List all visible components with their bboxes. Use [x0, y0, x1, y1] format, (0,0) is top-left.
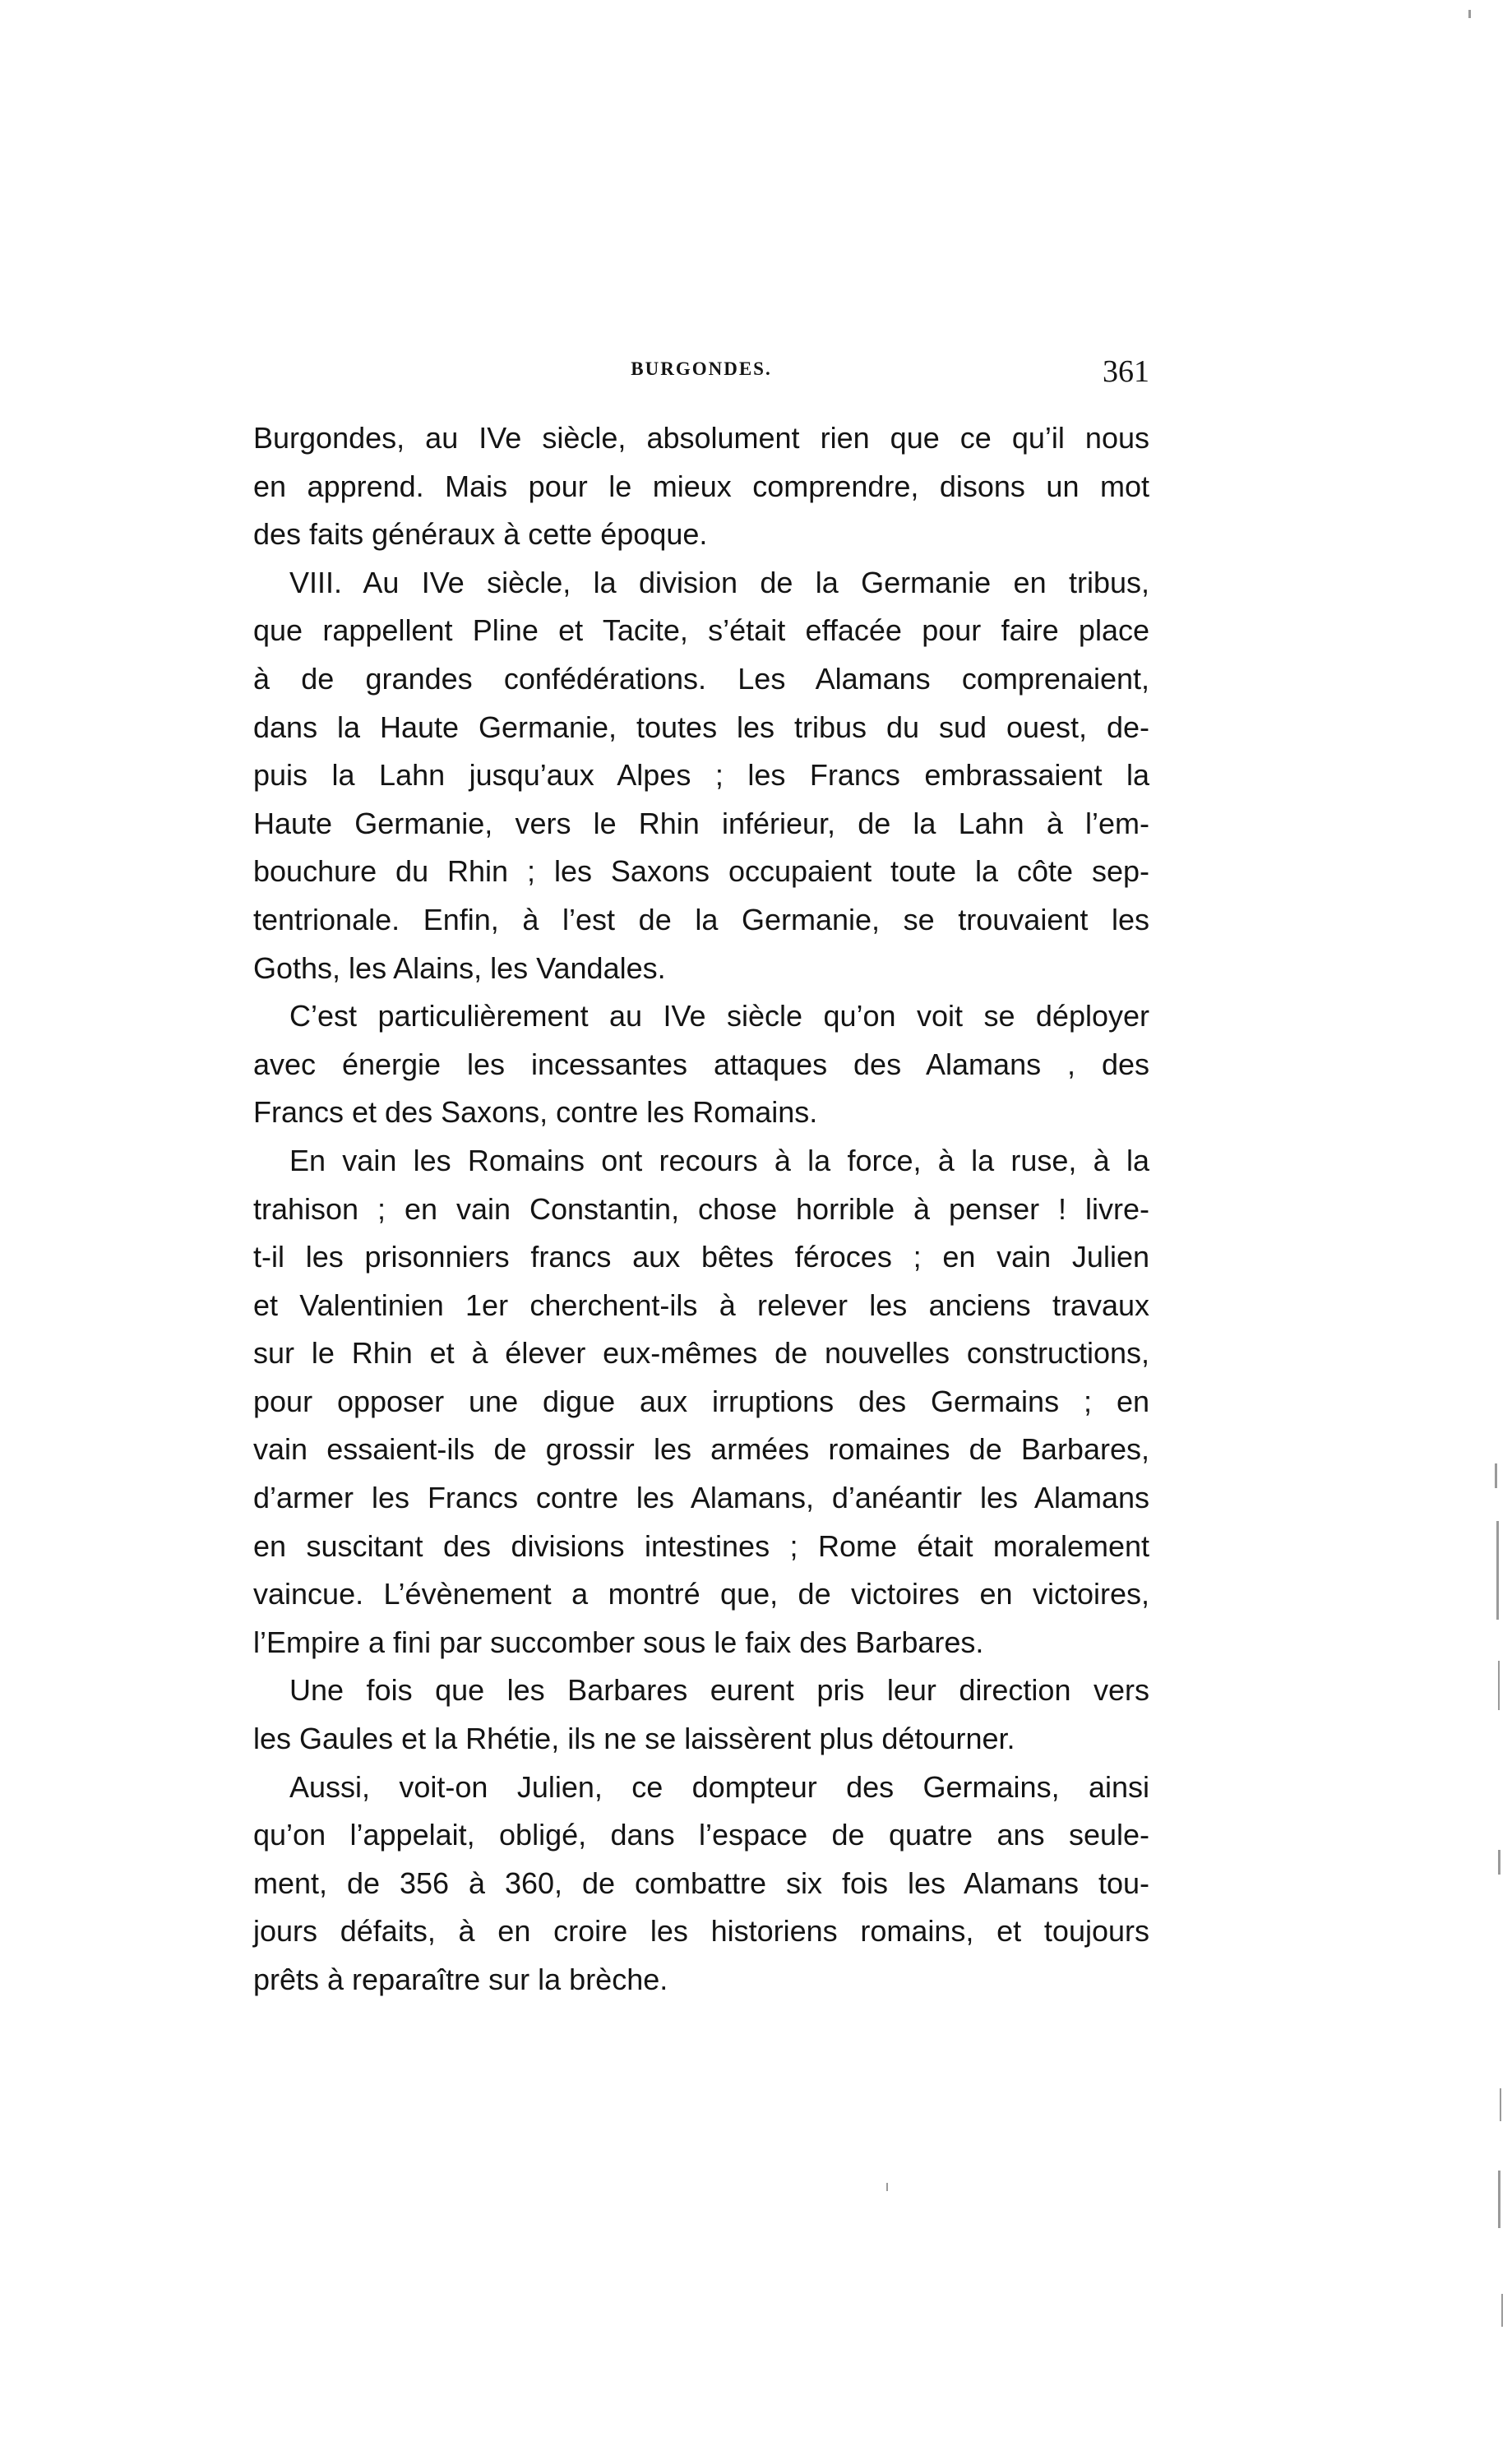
scan-mark — [1468, 10, 1471, 18]
text-line: dans la Haute Germanie, toutes les tribus du sud ouest, de- — [253, 710, 1149, 744]
text-line: vaincue. L’évènement a montré que, de victoires en victoires, — [253, 1577, 1149, 1611]
text-line: en apprend. Mais pour le mieux comprendre, disons un mot — [253, 469, 1149, 503]
text-line: sur le Rhin et à élever eux-mêmes de nouvelles constructions, — [253, 1336, 1149, 1371]
running-head — [253, 354, 1149, 395]
text-line: vain essaient-ils de grossir les armées romaines de Barbares, — [253, 1432, 1149, 1467]
text-line: prêts à reparaître sur la brèche. — [253, 1963, 668, 1996]
scan-mark — [1498, 2171, 1500, 2228]
text-line: Francs et des Saxons, contre les Romains. — [253, 1095, 818, 1130]
text-line: ment, de 356 à 360, de combattre six fois les Alamans tou- — [253, 1866, 1149, 1900]
text-line: trahison ; en vain Constantin, chose horrible à penser ! livre- — [253, 1191, 1149, 1226]
scan-mark — [1498, 1661, 1500, 1710]
text-line: VIII. Au IVe siècle, la division de la Germanie en tribus, — [289, 565, 1149, 599]
text-line: Goths, les Alains, les Vandales. — [253, 950, 666, 985]
scan-mark — [1500, 2088, 1501, 2121]
text-line: En vain les Romains ont recours à la force, à la ruse, à la — [289, 1143, 1149, 1177]
page-number: 361 — [1103, 354, 1149, 389]
text-line: Haute Germanie, vers le Rhin inférieur, de la Lahn à l’em- — [253, 806, 1149, 840]
text-line: C’est particulièrement au IVe siècle qu’on voit se déployer — [289, 999, 1149, 1033]
text-line: pour opposer une digue aux irruptions des Germains ; en — [253, 1384, 1149, 1418]
running-title: BURGONDES. — [631, 358, 772, 379]
scan-mark — [1496, 1521, 1499, 1620]
text-line: et Valentinien 1er cherchent-ils à relever les anciens travaux — [253, 1288, 1149, 1322]
text-line: qu’on l’appelait, obligé, dans l’espace de quatre ans seule- — [253, 1818, 1149, 1852]
text-line: que rappellent Pline et Tacite, s’était effacée pour faire place — [253, 613, 1149, 648]
text-line: Aussi, voit-on Julien, ce dompteur des Germains, ainsi — [289, 1769, 1149, 1804]
text-line: des faits généraux à cette époque. — [253, 517, 708, 552]
scan-mark — [886, 2183, 888, 2191]
text-line: l’Empire a fini par succomber sous le faix des Barbares. — [253, 1625, 984, 1659]
text-line: t-il les prisonniers francs aux bêtes féroces ; en vain Julien — [253, 1240, 1149, 1274]
scan-mark — [1495, 1463, 1497, 1488]
text-line: à de grandes confédérations. Les Alamans comprenaient, — [253, 661, 1149, 696]
text-line: jours défaits, à en croire les historiens romains, et toujours — [253, 1914, 1149, 1949]
body-text — [253, 414, 1149, 2004]
text-line: Une fois que les Barbares eurent pris leur direction vers — [289, 1673, 1149, 1708]
scan-mark — [1498, 1850, 1500, 1875]
text-line: tentrionale. Enfin, à l’est de la Germanie, se trouvaient les — [253, 902, 1149, 936]
text-line: avec énergie les incessantes attaques des Alamans , des — [253, 1047, 1149, 1081]
scan-mark — [1501, 2294, 1503, 2327]
text-line: bouchure du Rhin ; les Saxons occupaient toute la côte sep- — [253, 854, 1149, 889]
text-line: en suscitant des divisions intestines ; Rome était moralement — [253, 1528, 1149, 1563]
text-line: puis la Lahn jusqu’aux Alpes ; les Francs embrassaient la — [253, 758, 1149, 793]
text-line: les Gaules et la Rhétie, ils ne se laissèrent plus détourner. — [253, 1722, 1015, 1756]
text-line: Burgondes, au IVe siècle, absolument rien que ce qu’il nous — [253, 421, 1149, 455]
text-line: d’armer les Francs contre les Alamans, d’anéantir les Alamans — [253, 1481, 1149, 1515]
